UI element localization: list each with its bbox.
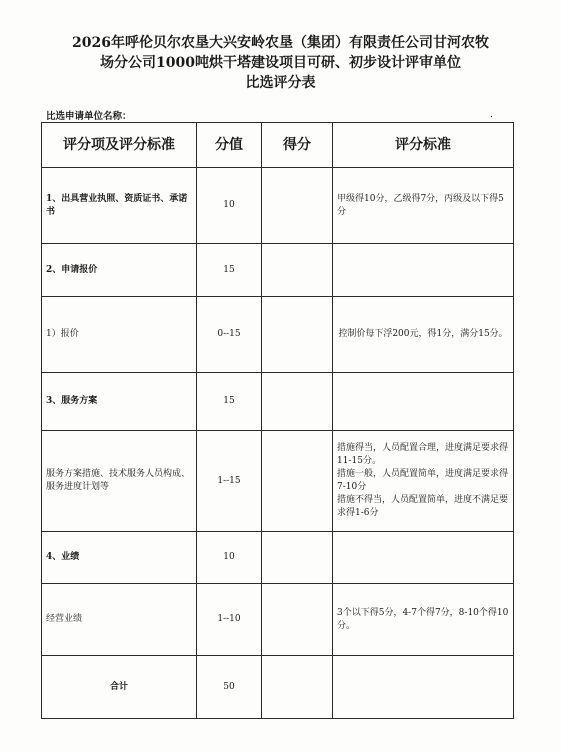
standard-line: 措施得当，人员配置合理，进度满足要求得11-15分。 <box>337 443 509 466</box>
row-item: 1、出具营业执照、资质证书、承诺书 <box>42 168 197 244</box>
row-points <box>262 244 333 297</box>
title-line-3: 比选评分表 <box>245 75 316 91</box>
row-standard <box>333 584 514 656</box>
row-item: 经营业绩 <box>42 584 197 656</box>
row-score: 10 <box>197 532 262 584</box>
scoring-table <box>41 122 514 719</box>
row-points <box>262 656 333 719</box>
row-points <box>262 373 333 431</box>
row-standard <box>333 297 514 373</box>
row-points <box>262 168 333 244</box>
row-standard <box>333 168 514 244</box>
standard-line: 3个以下得5分，4-7个得7分，8-10个得10分。 <box>337 607 509 631</box>
title-line-2: 场分公司1000吨烘干塔建设项目可研、初步设计评审单位 <box>100 55 461 71</box>
table-row <box>42 244 514 297</box>
row-points <box>262 431 333 532</box>
row-standard <box>333 431 514 532</box>
row-standard <box>333 373 514 431</box>
standard-line: 措施一般，人员配置简单，进度满足要求得7-10分 <box>337 469 509 492</box>
row-item: 1）报价 <box>42 297 197 373</box>
row-item: 2、申请报价 <box>42 244 197 297</box>
table-row <box>42 168 514 244</box>
table-row <box>42 373 514 431</box>
table-header-row <box>42 123 514 168</box>
row-score: 10 <box>197 168 262 244</box>
standard-line: 控制价每下浮200元，得1分，满分15分。 <box>338 329 508 339</box>
table-row <box>42 656 514 719</box>
header-item: 评分项及评分标准 <box>42 123 197 168</box>
title-line-1: 2026年呼伦贝尔农垦大兴安岭农垦（集团）有限责任公司甘河农牧 <box>72 35 489 51</box>
row-standard <box>333 656 514 719</box>
header-points: 得分 <box>262 123 333 168</box>
row-score: 1--10 <box>197 584 262 656</box>
row-score: 50 <box>197 656 262 719</box>
row-item: 服务方案措施、技术服务人员构成、服务进度计划等 <box>42 431 197 532</box>
row-points <box>262 584 333 656</box>
row-score: 0--15 <box>197 297 262 373</box>
table-row <box>42 431 514 532</box>
standard-line: 措施不得当，人员配置简单，进度不满足要求得1-6分 <box>337 495 509 518</box>
document-title <box>20 33 541 93</box>
stray-mark: . <box>490 110 493 120</box>
row-standard <box>333 532 514 584</box>
standard-line: 甲级得10分，乙级得7分，丙级及以下得5分 <box>337 193 504 217</box>
applicant-name-label: 比选申请单位名称： <box>46 111 132 122</box>
row-standard <box>333 244 514 297</box>
row-item: 3、服务方案 <box>42 373 197 431</box>
row-score: 1--15 <box>197 431 262 532</box>
table-row <box>42 297 514 373</box>
table-row <box>42 532 514 584</box>
row-item: 合计 <box>42 656 197 719</box>
row-item: 4、业绩 <box>42 532 197 584</box>
header-score: 分值 <box>197 123 262 168</box>
row-points <box>262 532 333 584</box>
row-score: 15 <box>197 373 262 431</box>
header-standard: 评分标准 <box>333 123 514 168</box>
row-score: 15 <box>197 244 262 297</box>
row-points <box>262 297 333 373</box>
table-row <box>42 584 514 656</box>
